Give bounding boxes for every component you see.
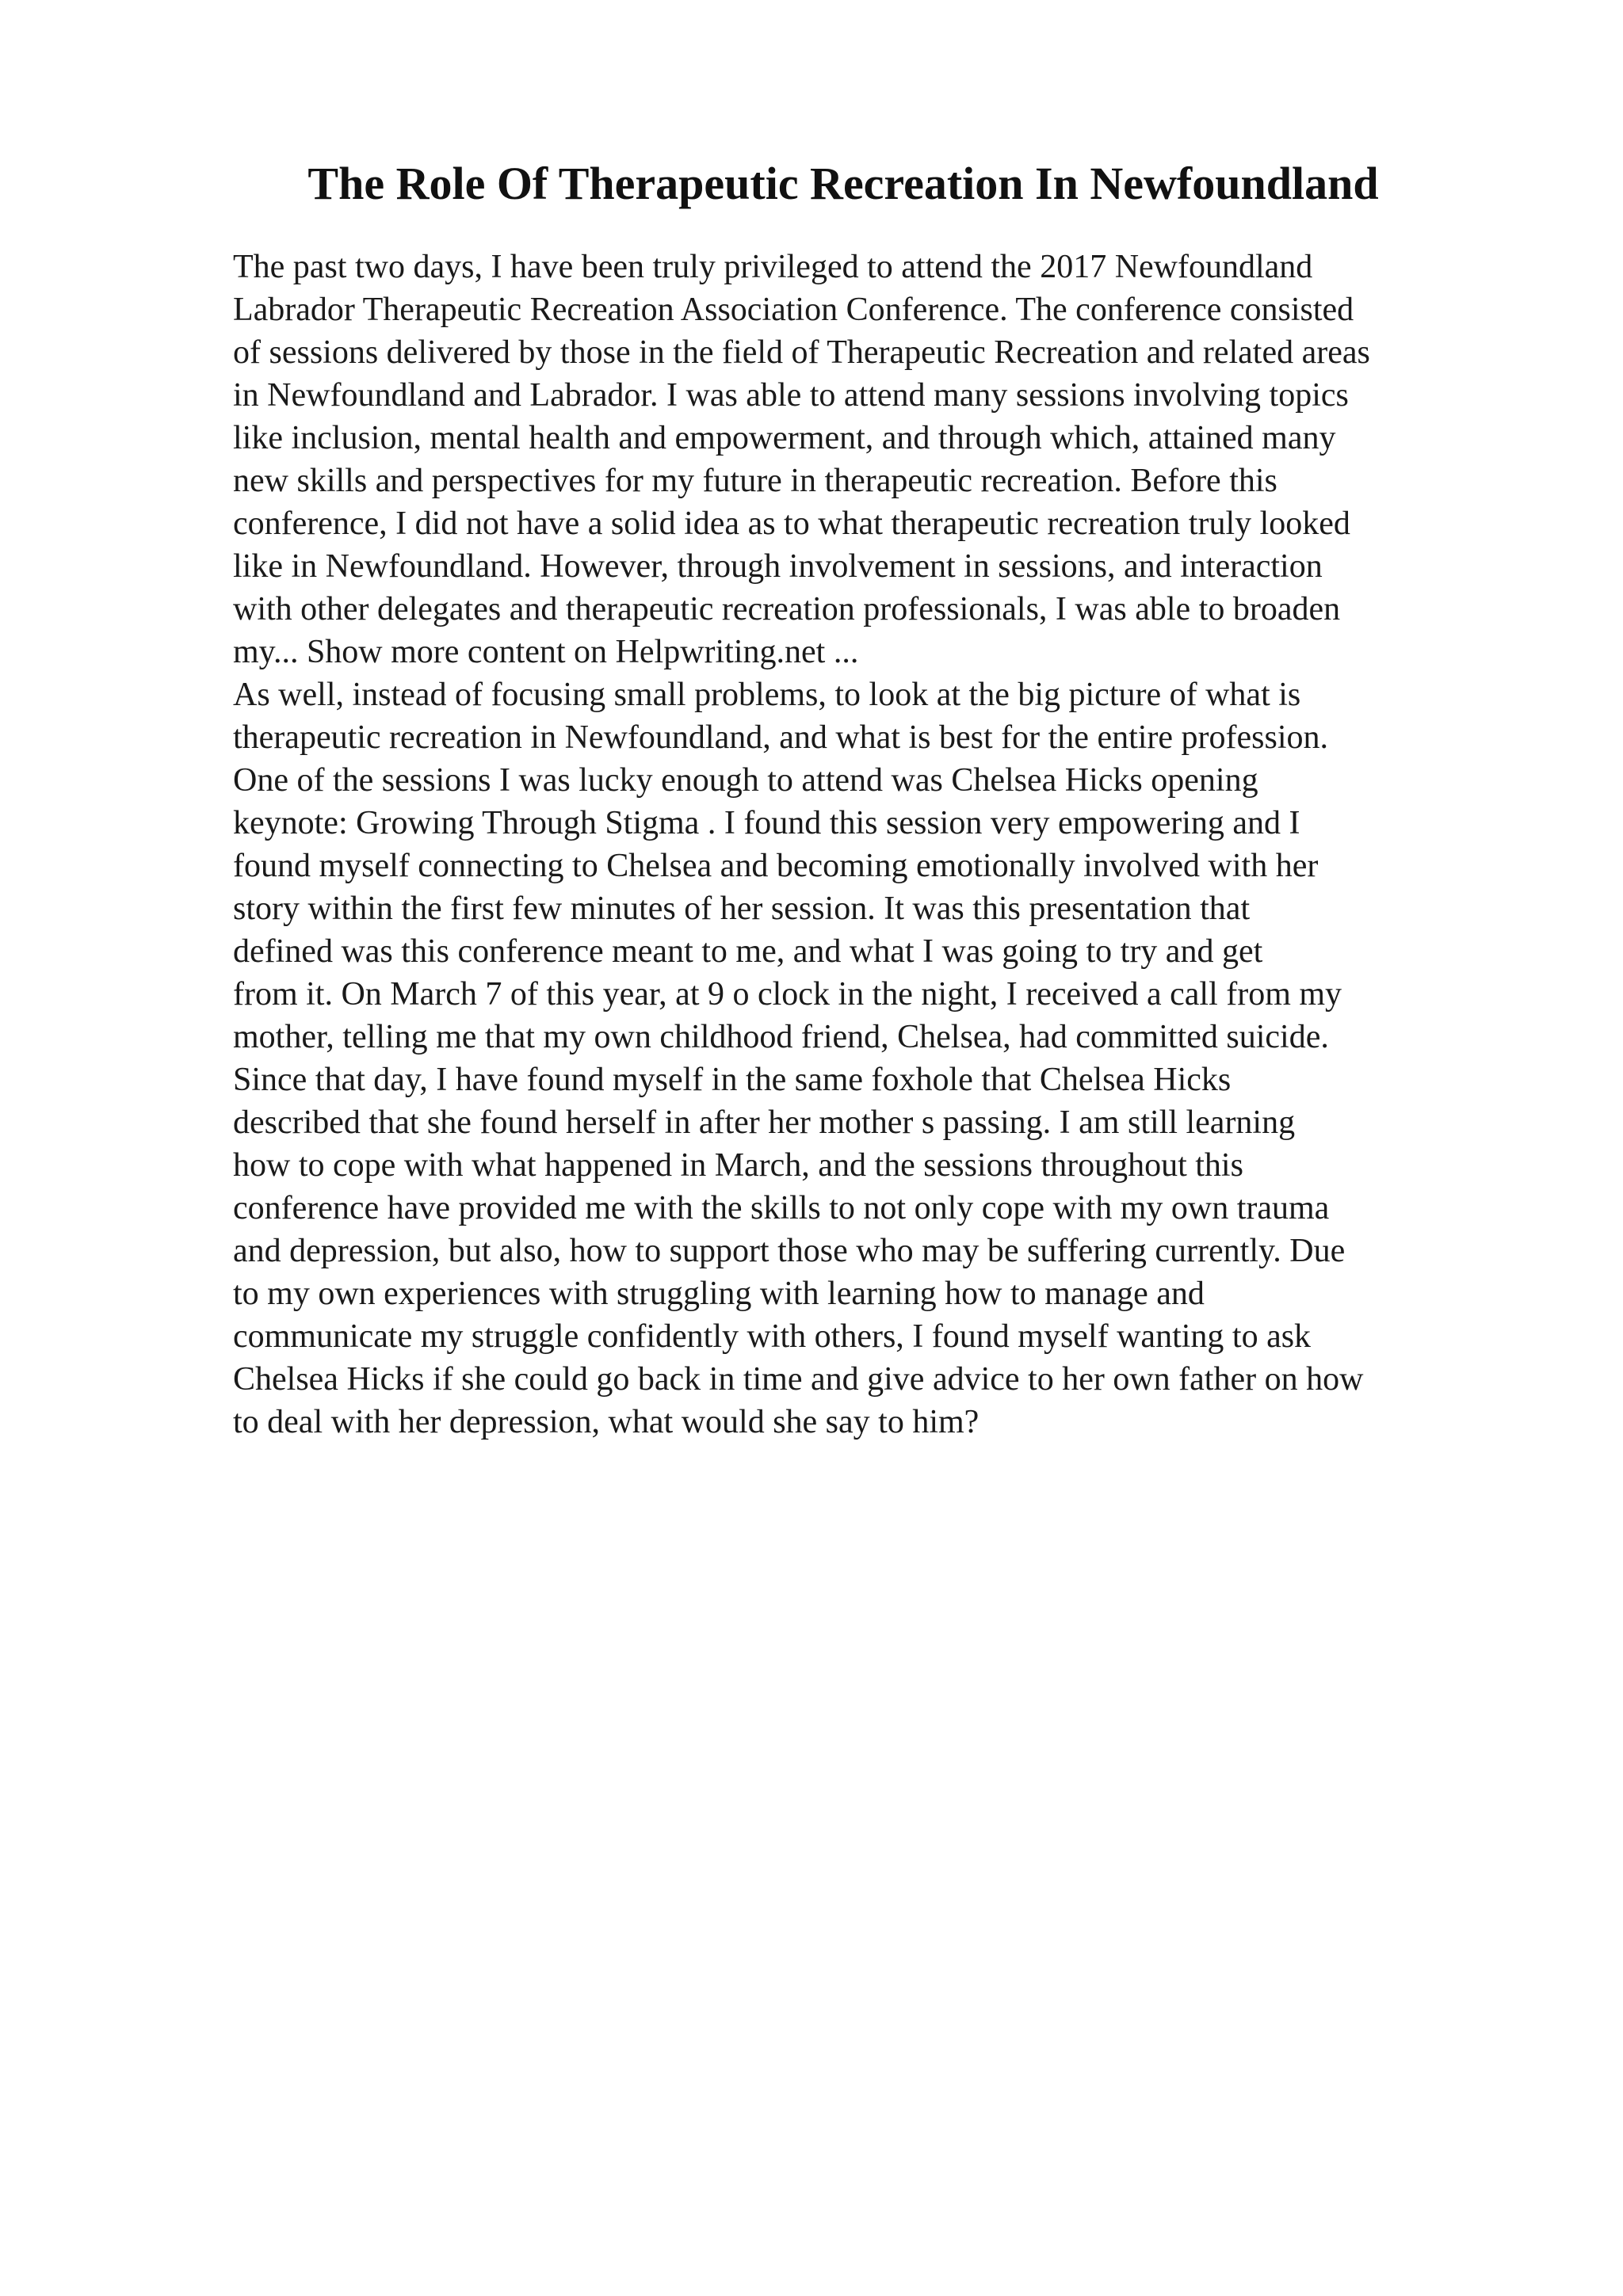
body-line: how to cope with what happened in March, and the sessions throughout this bbox=[233, 1147, 1243, 1184]
body-line: conference, I did not have a solid idea as to what therapeutic recreation truly looked bbox=[233, 505, 1350, 542]
document-body bbox=[233, 246, 1596, 1444]
body-line: conference have provided me with the skills to not only cope with my own trauma bbox=[233, 1190, 1330, 1226]
document-title: The Role Of Therapeutic Recreation In Newfoundland bbox=[307, 158, 1379, 209]
body-line: Since that day, I have found myself in the same foxhole that Chelsea Hicks bbox=[233, 1062, 1232, 1098]
body-line: Labrador Therapeutic Recreation Association Conference. The conference consisted bbox=[233, 292, 1354, 328]
body-line: new skills and perspectives for my future in therapeutic recreation. Before this bbox=[233, 463, 1277, 499]
body-line: with other delegates and therapeutic recreation professionals, I was able to broaden bbox=[233, 591, 1341, 627]
body-line: communicate my struggle confidently with others, I found myself wanting to ask bbox=[233, 1318, 1312, 1355]
body-line: found myself connecting to Chelsea and becoming emotionally involved with her bbox=[233, 848, 1319, 884]
body-line: As well, instead of focusing small problems, to look at the big picture of what is bbox=[233, 677, 1301, 713]
body-line: keynote: Growing Through Stigma . I found this session very empowering and I bbox=[233, 805, 1300, 841]
body-line: like inclusion, mental health and empowerment, and through which, attained many bbox=[233, 420, 1336, 456]
body-line: my... Show more content on Helpwriting.net ... bbox=[233, 634, 859, 670]
body-line: like in Newfoundland. However, through involvement in sessions, and interaction bbox=[233, 548, 1323, 585]
body-line: and depression, but also, how to support those who may be suffering currently. Due bbox=[233, 1233, 1346, 1269]
body-line: to deal with her depression, what would she say to him? bbox=[233, 1404, 980, 1440]
body-line: story within the first few minutes of her session. It was this presentation that bbox=[233, 891, 1251, 927]
body-line: mother, telling me that my own childhood friend, Chelsea, had committed suicide. bbox=[233, 1019, 1329, 1055]
body-line: therapeutic recreation in Newfoundland, and what is best for the entire profession. bbox=[233, 719, 1329, 756]
body-line: Chelsea Hicks if she could go back in time and give advice to her own father on how bbox=[233, 1361, 1364, 1398]
body-line: of sessions delivered by those in the field of Therapeutic Recreation and related areas bbox=[233, 334, 1370, 371]
body-line: defined was this conference meant to me, and what I was going to try and get bbox=[233, 933, 1263, 970]
body-line: The past two days, I have been truly privileged to attend the 2017 Newfoundland bbox=[233, 249, 1313, 285]
body-line: described that she found herself in after her mother s passing. I am still learning bbox=[233, 1104, 1296, 1141]
body-line: to my own experiences with struggling with learning how to manage and bbox=[233, 1276, 1205, 1312]
body-line: One of the sessions I was lucky enough to attend was Chelsea Hicks opening bbox=[233, 762, 1258, 799]
body-line: from it. On March 7 of this year, at 9 o clock in the night, I received a call from my bbox=[233, 976, 1342, 1013]
body-line: in Newfoundland and Labrador. I was able to attend many sessions involving topics bbox=[233, 377, 1349, 414]
